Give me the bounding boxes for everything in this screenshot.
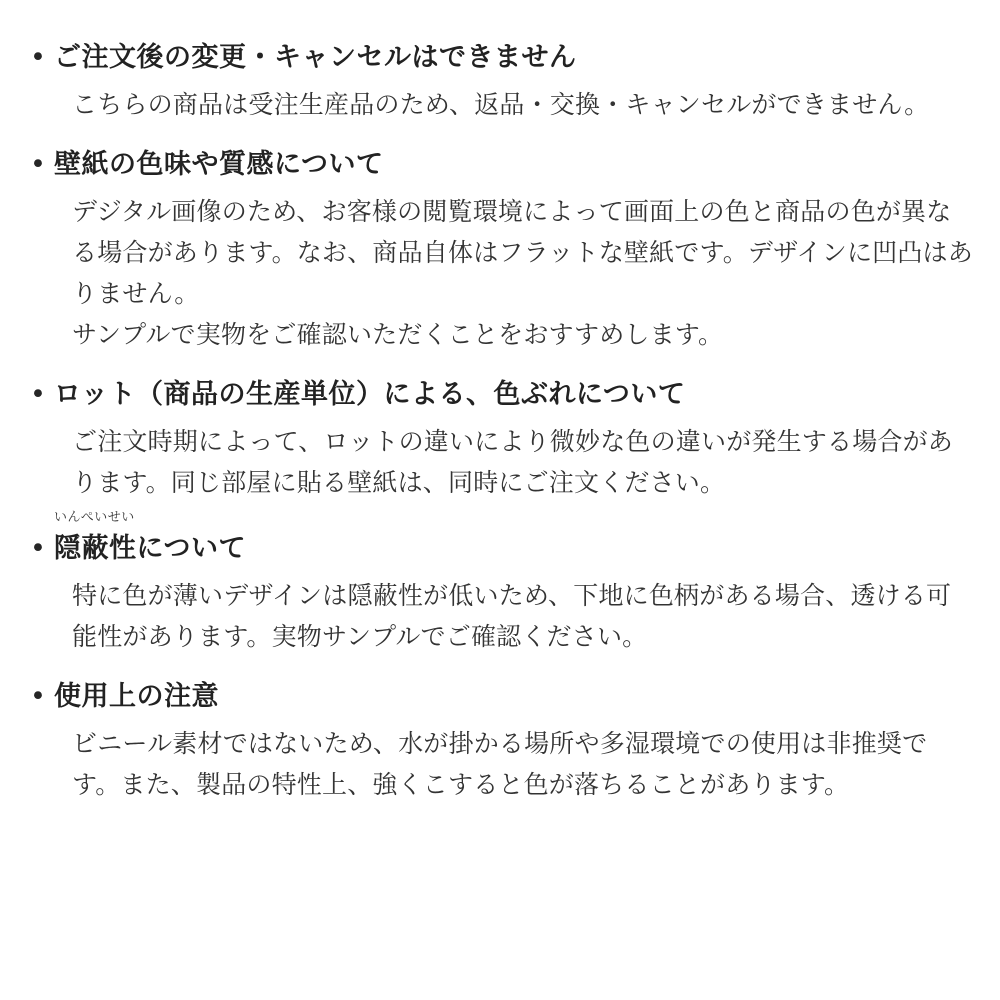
section-body — [72, 421, 974, 503]
section-heading — [54, 510, 246, 569]
section-paragraph: デジタル画像のため、お客様の閲覧環境によって画面上の色と商品の色が異なる場合があります。なお、商品自体はフラットな壁紙です。デザインに凹凸はありません。 — [72, 197, 973, 308]
section-paragraph: 特に色が薄いデザインは隠蔽性が低いため、下地に色柄がある場合、透ける可能性があります。実物サンプルでご確認ください。 — [72, 581, 952, 651]
section-heading: 壁紙の色味や質感について — [54, 149, 384, 180]
section-heading-row — [26, 145, 974, 185]
ruby-text: いんぺいせい — [54, 510, 135, 525]
section-heading-tail: について — [136, 533, 246, 564]
section-paragraph: ビニール素材ではないため、水が掛かる場所や多湿環境での使用は非推奨です。また、製品の特性上、強くこすると色が落ちることがあります。 — [72, 729, 928, 799]
section-body — [72, 575, 974, 657]
notice-section-opacity — [26, 510, 974, 657]
section-heading-row — [26, 510, 974, 569]
notice-section-usage-caution — [26, 677, 974, 805]
section-heading-row — [26, 375, 974, 415]
ruby-base-text: 隠蔽性 — [54, 533, 137, 564]
section-body — [72, 84, 974, 125]
notice-section-lot-variation — [26, 375, 974, 503]
bullet-icon: • — [30, 681, 46, 712]
bullet-icon: • — [30, 379, 46, 410]
section-heading: 使用上の注意 — [54, 681, 219, 712]
section-paragraph: こちらの商品は受注生産品のため、返品・交換・キャンセルができません。 — [72, 90, 930, 119]
section-paragraph: ご注文時期によって、ロットの違いにより微妙な色の違いが発生する場合があります。同じ部屋に貼る壁紙は、同時にご注文ください。 — [72, 427, 954, 497]
section-heading: ご注文後の変更・キャンセルはできません — [54, 42, 577, 73]
bullet-icon: • — [30, 533, 46, 564]
section-paragraph: サンプルで実物をご確認いただくことをおすすめします。 — [72, 320, 724, 349]
section-heading: ロット（商品の生産単位）による、色ぶれについて — [54, 379, 686, 410]
section-body — [72, 723, 974, 805]
ruby-annotated-term — [54, 510, 137, 569]
bullet-icon: • — [30, 42, 46, 73]
notice-section-color-texture — [26, 145, 974, 355]
bullet-icon: • — [30, 149, 46, 180]
section-body — [72, 191, 974, 355]
section-heading-row — [26, 38, 974, 78]
notice-section-order-change — [26, 38, 974, 125]
section-heading-row — [26, 677, 974, 717]
